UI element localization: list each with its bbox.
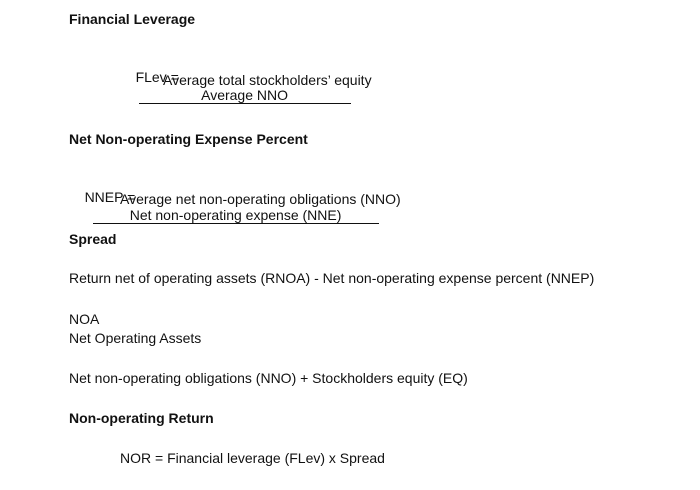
flev-heading: Financial Leverage <box>69 11 196 27</box>
noa-full: Net Operating Assets <box>69 330 202 346</box>
nor-heading: Non-operating Return <box>69 410 214 426</box>
nnep-heading: Net Non-operating Expense Percent <box>69 131 308 147</box>
nnep-lhs: NNEP = <box>84 189 136 205</box>
flev-denominator: Average total stockholders’ equity <box>163 72 372 88</box>
spread-heading: Spread <box>69 231 117 247</box>
flev-numerator: Average NNO <box>139 87 351 104</box>
nnep-numerator: Net non-operating expense (NNE) <box>93 207 379 224</box>
nnep-denominator: Average net non-operating obligations (NNO) <box>120 191 401 207</box>
spread-formula: Return net of operating assets (RNOA) - Net non-operating expense percent (NNEP) <box>69 270 595 286</box>
nor-formula: NOR = Financial leverage (FLev) x Spread <box>120 450 385 466</box>
noa-abbr: NOA <box>69 311 100 327</box>
flev-lhs: FLev = <box>135 69 179 85</box>
noa-formula: Net non-operating obligations (NNO) + Stockholders equity (EQ) <box>69 370 468 386</box>
